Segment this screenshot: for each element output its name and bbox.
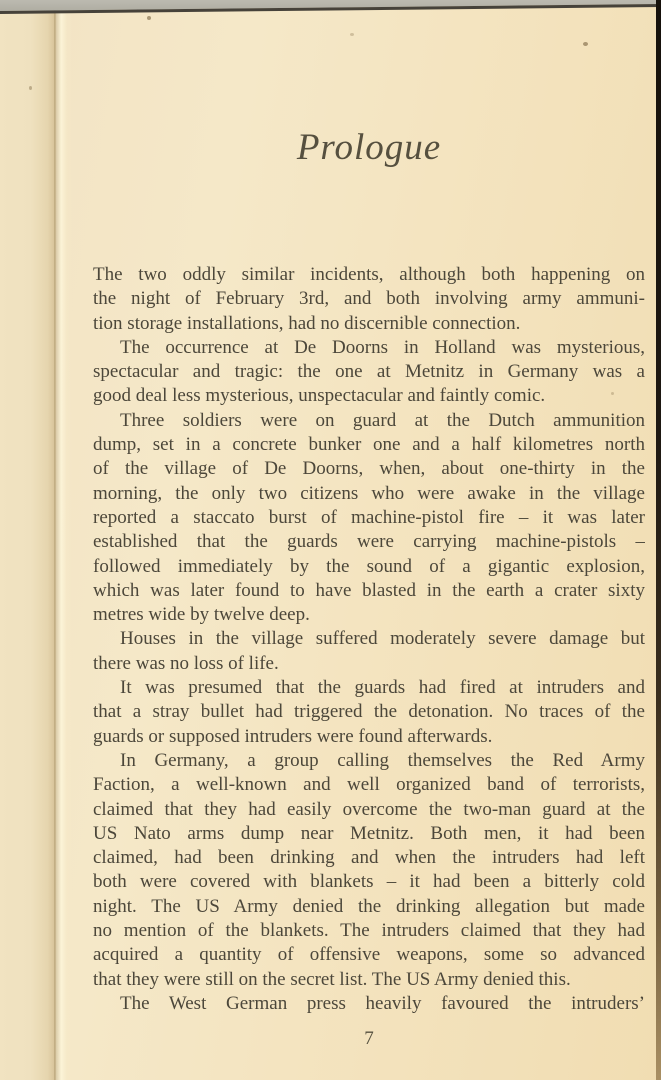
text-line: Three soldiers were on guard at the Dutch ammunition <box>120 409 645 431</box>
text-line: The West German press heavily favoured the intruders’ <box>120 992 645 1014</box>
text-line: Faction, a well-known and well organized band of terrorists, <box>93 774 645 796</box>
text-line: followed immediately by the sound of a gigantic explosion, <box>93 555 645 577</box>
text-line: both were covered with blankets – it had been a bitterly cold <box>93 871 645 893</box>
paper-speck <box>611 392 614 395</box>
text-line: claimed, had been drinking and when the intruders had left <box>93 847 645 869</box>
paper-speck <box>147 16 151 20</box>
chapter-title: Prologue <box>296 127 442 168</box>
paragraph <box>93 749 645 992</box>
paragraph <box>93 409 645 628</box>
text-line: guards or supposed intruders were found afterwards. <box>93 725 493 747</box>
text-line: spectacular and tragic: the one at Metnitz in Germany was a <box>93 361 645 383</box>
text-line: that they were still on the secret list. The US Army denied this. <box>93 968 571 990</box>
paper-speck <box>29 86 32 90</box>
text-line: acquired a quantity of offensive weapons, some so advanced <box>93 944 645 966</box>
text-line: good deal less mysterious, unspectacular and faintly comic. <box>93 385 546 407</box>
paper-speck <box>583 42 588 46</box>
text-line: The two oddly similar incidents, although both happening on <box>93 264 645 285</box>
text-line: metres wide by twelve deep. <box>93 604 310 626</box>
page-block-edge <box>656 0 661 1080</box>
text-line: It was presumed that the guards had fired at intruders and <box>120 677 645 699</box>
text-line: US Nato arms dump near Metnitz. Both men, it had been <box>93 822 645 844</box>
text-line: which was later found to have blasted in the earth a crater sixty <box>93 579 645 601</box>
text-line: of the village of De Doorns, when, about one-thirty in the <box>93 458 645 480</box>
text-line: dump, set in a concrete bunker one and a half kilometres north <box>93 434 645 456</box>
text-line: the night of February 3rd, and both involving army ammuni- <box>93 288 645 310</box>
text-line: Houses in the village suffered moderately severe damage but <box>120 628 645 650</box>
text-line: established that the guards were carrying machine-pistols – <box>93 531 645 553</box>
text-line: no mention of the blankets. The intruders claimed that they had <box>93 920 645 942</box>
paper-speck <box>350 33 354 36</box>
text-line: tion storage installations, had no discernible connection. <box>93 312 521 334</box>
paragraph <box>93 992 645 1016</box>
text-line: reported a staccato burst of machine-pistol fire – it was later <box>93 506 645 528</box>
gutter-crease <box>54 0 72 1080</box>
text-line: that a stray bullet had triggered the detonation. No traces of the <box>93 701 645 723</box>
paragraph <box>93 627 645 676</box>
paragraph <box>93 263 645 336</box>
paragraph <box>93 336 645 409</box>
page-number: 7 <box>364 1028 374 1049</box>
text-line: In Germany, a group calling themselves the Red Army <box>120 749 645 771</box>
text-line: night. The US Army denied the drinking allegation but made <box>93 895 645 917</box>
text-line: morning, the only two citizens who were awake in the village <box>93 482 645 504</box>
previous-page-edge <box>0 0 56 1080</box>
page-body-text <box>93 263 645 1016</box>
text-line: there was no loss of life. <box>93 652 279 674</box>
text-line: The occurrence at De Doorns in Holland was mysterious, <box>120 336 645 358</box>
paragraph <box>93 676 645 749</box>
text-line: claimed that they had easily overcome the two-man guard at the <box>93 798 645 820</box>
